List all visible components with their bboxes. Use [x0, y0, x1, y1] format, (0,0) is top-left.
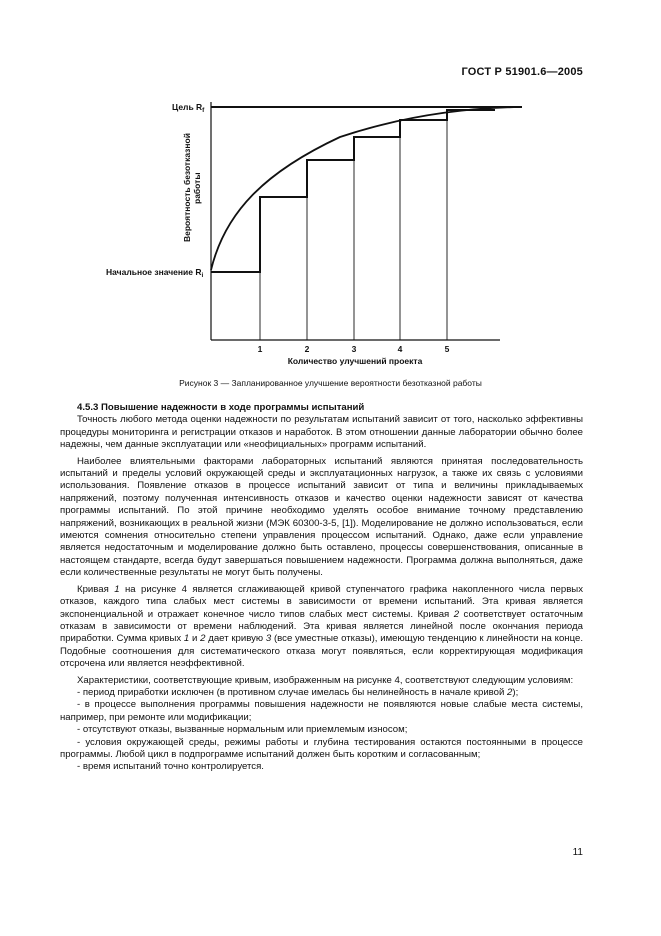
list-item-4: - условия окружающей среды, режимы работы и глубина тестирования остаются постоянными в процессе программы. Любой цикл в подпрограмме испытаний должен быть коротким и согласованным;	[60, 736, 583, 760]
x-axis-label: Количество улучшений проекта	[287, 356, 423, 366]
tick-1: 1	[257, 344, 263, 354]
list-item-2: - в процессе выполнения программы повышения надежности не появляются новые слабые места системы, например, при ремонте или модификации;	[60, 699, 583, 723]
paragraph-1: Точность любого метода оценки надежности по результатам испытаний зависит от того, насколько эффективны процедуры мониторинга и регистрации отказов и наработок. В этом отношении данные лаборатории обычно более надежны, чем данные эксплуатации или «неофициальных» программ испытаний.	[60, 414, 583, 451]
step-function	[211, 110, 495, 272]
tick-5: 5	[444, 344, 450, 354]
list-item-3: - отсутствуют отказы, вызванные нормальным или приемлемым износом;	[77, 724, 408, 736]
paragraph-2: Наиболее влиятельными факторами лабораторных испытаний являются принятая последовательность испытаний и пределы условий окружающей среды и эксплуатационных нагрузок, а также их связь с условиями использования. Появление отказов в процессе испытаний зависит от типа и величины прикладываемых напряжений, поэтому полученная интенсивность отказов и качество оценки надежности зависят от качества программы испытаний. По этой причине необходимо уделять особое внимание точному представлению напряжений, возникающих в реальной жизни (МЭК 60300-3-5, [1]). Моделирование не должно использоваться, если имеются сомнения относительно степени управления процессом испытаний. Однако, даже если управление является недостаточным и моделирование должно быть оставлено, процессы совершенствования, описанные в настоящем стандарте, всегда будут завершаться повышением надежности. Программа должна выполняться, даже если количественные результаты не могут быть получены.	[60, 455, 583, 579]
initial-label: Начальное значение $R_i$	[106, 267, 204, 279]
section-body	[60, 402, 583, 774]
figure-caption: Рисунок 3 — Запланированное улучшение вероятности безотказной работы	[179, 378, 482, 388]
growth-curve	[211, 107, 520, 270]
reliability-growth-diagram	[100, 92, 530, 372]
tick-2: 2	[304, 344, 310, 354]
document-code: ГОСТ Р 51901.6—2005	[461, 66, 583, 78]
section-title: 4.5.3 Повышение надежности в ходе программы испытаний	[77, 402, 365, 413]
y-axis-label-line2: работы	[192, 172, 202, 204]
page-number: 11	[572, 847, 583, 858]
tick-3: 3	[351, 344, 357, 354]
tick-4: 4	[397, 344, 403, 354]
paragraph-4: Характеристики, соответствующие кривым, изображенным на рисунке 4, соответствуют следующим условиям:	[77, 674, 574, 686]
list-item-1: - период приработки исключен (в противном случае имелась бы нелинейность в начале кривой 2);	[77, 686, 519, 698]
figure-reliability-growth	[100, 92, 530, 372]
paragraph-3: Кривая 1 на рисунке 4 является сглаживающей кривой ступенчатого графика накопленного числа первых отказов, каждого типа слабых мест системы в зависимости от времени испытаний. Эта кривая является экспоненциальной и отражает конечное число типов слабых мест системы. Кривая 2 соответствует остаточным отказам в зависимости от времени наблюдений. Эта кривая является линейной после окончания периода приработки. Сумма кривых 1 и 2 дает кривую 3 (все уместные отказы), имеющую тенденцию к линейности на конце. Подобные соотношения для систематического отказа могут появляться, если корректирующая модификация отсрочена или является неэффективной.	[60, 583, 583, 670]
y-axis-label-line1: Вероятность безотказной	[182, 133, 192, 242]
goal-label: Цель $R_f$	[172, 102, 205, 114]
list-item-5: - время испытаний точно контролируется.	[77, 761, 264, 773]
